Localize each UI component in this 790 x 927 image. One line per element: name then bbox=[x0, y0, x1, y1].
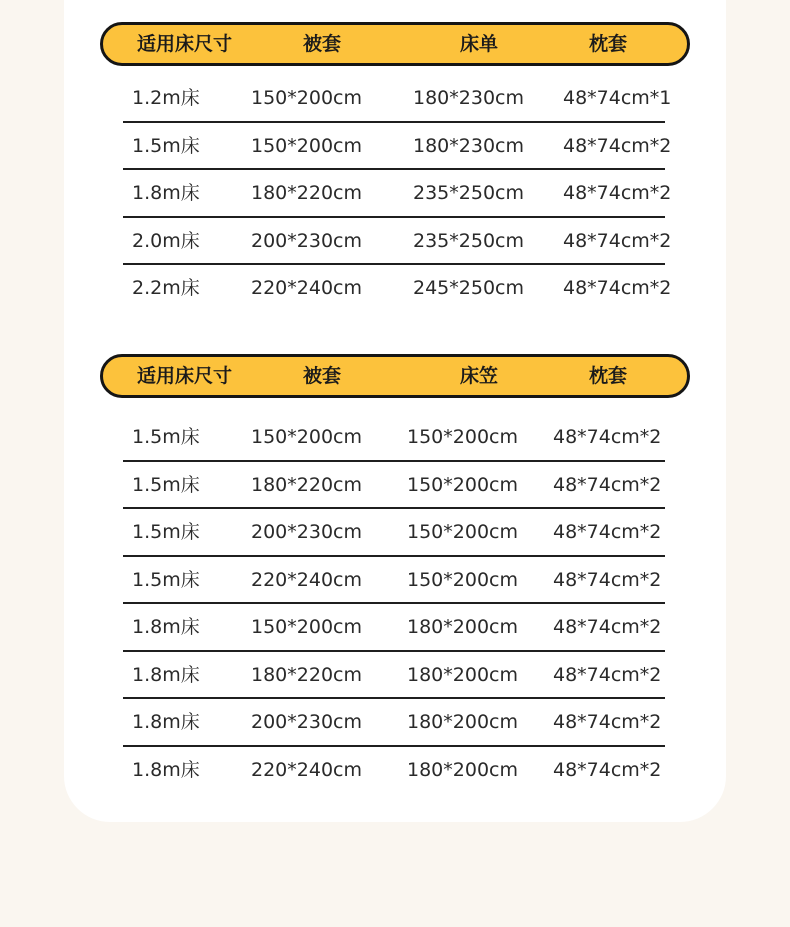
table-row bbox=[100, 557, 690, 605]
cell-duvet-cover: 180*220cm bbox=[251, 473, 362, 496]
cell-bed-size: 1.5m床 bbox=[132, 568, 200, 591]
header-duvet-cover: 被套 bbox=[303, 365, 342, 387]
table-row bbox=[100, 604, 690, 652]
cell-duvet-cover: 180*220cm bbox=[251, 663, 362, 686]
cell-fitted-sheet: 180*200cm bbox=[407, 616, 518, 638]
cell-duvet-cover: 200*230cm bbox=[251, 229, 362, 252]
cell-duvet-cover: 220*240cm bbox=[251, 277, 362, 299]
header-duvet-cover: 被套 bbox=[303, 33, 342, 55]
cell-pillowcase: 48*74cm*2 bbox=[553, 521, 662, 543]
header-pillowcase: 枕套 bbox=[589, 365, 628, 387]
cell-pillowcase: 48*74cm*2 bbox=[553, 711, 662, 733]
cell-fitted-sheet: 180*200cm bbox=[407, 663, 518, 686]
cell-pillowcase: 48*74cm*2 bbox=[563, 182, 672, 204]
cell-duvet-cover: 150*200cm bbox=[251, 426, 362, 448]
header-bed-size: 适用床尺寸 bbox=[137, 365, 233, 387]
header-bed-sheet: 床单 bbox=[460, 33, 499, 55]
size-table-bedsheet bbox=[100, 22, 690, 313]
table-row bbox=[100, 509, 690, 557]
table-row bbox=[100, 747, 690, 795]
cell-duvet-cover: 220*240cm bbox=[251, 758, 362, 781]
cell-pillowcase: 48*74cm*2 bbox=[563, 277, 672, 299]
header-fitted-sheet: 床笠 bbox=[460, 365, 499, 387]
cell-bed-sheet: 180*230cm bbox=[413, 87, 524, 109]
header-pillowcase: 枕套 bbox=[589, 33, 628, 55]
cell-pillowcase: 48*74cm*2 bbox=[563, 134, 672, 157]
cell-bed-size: 1.8m床 bbox=[132, 663, 200, 686]
cell-bed-sheet: 245*250cm bbox=[413, 277, 524, 299]
cell-duvet-cover: 200*230cm bbox=[251, 521, 362, 543]
cell-fitted-sheet: 150*200cm bbox=[407, 426, 518, 448]
cell-bed-size: 2.0m床 bbox=[132, 229, 200, 252]
cell-pillowcase: 48*74cm*1 bbox=[563, 87, 672, 109]
cell-fitted-sheet: 180*200cm bbox=[407, 758, 518, 781]
table-row bbox=[100, 170, 690, 218]
table-header bbox=[100, 22, 690, 66]
cell-pillowcase: 48*74cm*2 bbox=[553, 616, 662, 638]
size-table-fitted-sheet bbox=[100, 354, 690, 794]
cell-bed-sheet: 235*250cm bbox=[413, 229, 524, 252]
cell-pillowcase: 48*74cm*2 bbox=[553, 473, 662, 496]
cell-duvet-cover: 200*230cm bbox=[251, 711, 362, 733]
cell-pillowcase: 48*74cm*2 bbox=[553, 663, 662, 686]
cell-bed-size: 1.5m床 bbox=[132, 473, 200, 496]
cell-pillowcase: 48*74cm*2 bbox=[553, 426, 662, 448]
cell-pillowcase: 48*74cm*2 bbox=[553, 758, 662, 781]
cell-bed-size: 1.2m床 bbox=[132, 87, 200, 109]
table-row bbox=[100, 652, 690, 700]
cell-fitted-sheet: 180*200cm bbox=[407, 711, 518, 733]
cell-bed-size: 1.8m床 bbox=[132, 616, 200, 638]
cell-bed-size: 2.2m床 bbox=[132, 277, 200, 299]
cell-bed-size: 1.5m床 bbox=[132, 521, 200, 543]
cell-fitted-sheet: 150*200cm bbox=[407, 521, 518, 543]
cell-pillowcase: 48*74cm*2 bbox=[553, 568, 662, 591]
table-row bbox=[100, 75, 690, 123]
table-row bbox=[100, 414, 690, 462]
table-row bbox=[100, 265, 690, 313]
cell-duvet-cover: 150*200cm bbox=[251, 87, 362, 109]
cell-bed-size: 1.8m床 bbox=[132, 711, 200, 733]
table-header bbox=[100, 354, 690, 398]
cell-bed-size: 1.5m床 bbox=[132, 134, 200, 157]
table-row bbox=[100, 462, 690, 510]
table-row bbox=[100, 123, 690, 171]
cell-duvet-cover: 150*200cm bbox=[251, 616, 362, 638]
cell-fitted-sheet: 150*200cm bbox=[407, 568, 518, 591]
table-row bbox=[100, 218, 690, 266]
header-bed-size: 适用床尺寸 bbox=[137, 33, 233, 55]
cell-duvet-cover: 220*240cm bbox=[251, 568, 362, 591]
cell-bed-size: 1.8m床 bbox=[132, 758, 200, 781]
cell-fitted-sheet: 150*200cm bbox=[407, 473, 518, 496]
cell-bed-size: 1.8m床 bbox=[132, 182, 200, 204]
cell-duvet-cover: 180*220cm bbox=[251, 182, 362, 204]
cell-pillowcase: 48*74cm*2 bbox=[563, 229, 672, 252]
table-row bbox=[100, 699, 690, 747]
cell-bed-size: 1.5m床 bbox=[132, 426, 200, 448]
cell-bed-sheet: 235*250cm bbox=[413, 182, 524, 204]
cell-bed-sheet: 180*230cm bbox=[413, 134, 524, 157]
cell-duvet-cover: 150*200cm bbox=[251, 134, 362, 157]
